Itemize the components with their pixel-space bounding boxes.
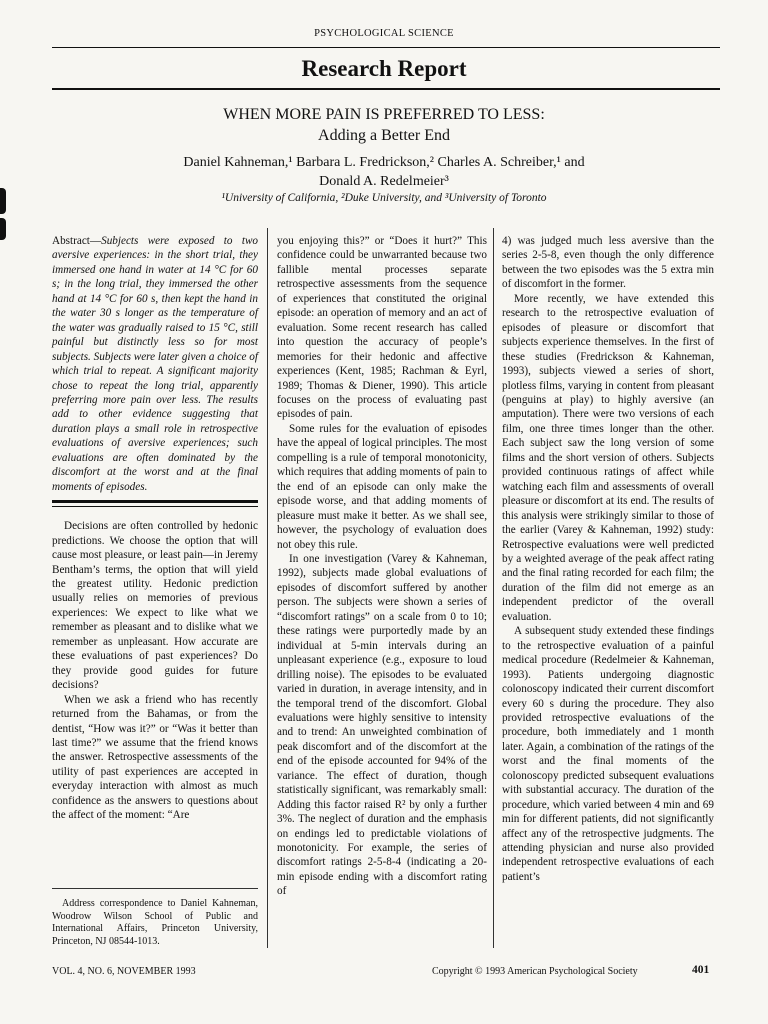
abstract-text: Subjects were exposed to two aversive experiences: in the short trial, they immersed one hand in water at 14 °C for 60 s; in the long trial, they immersed the other hand at 14 °C for 60 s, then kept the hand in the water 30 s longer as the temperature of the water was gradually raised to 15 °C, still painful but distinctly less so for most subjects. Subjects were later given a choice of which trial to repeat. A significant majority chose to repeat the long trial, apparently preferring more pain over less. The results add to other evidence suggesting that duration plays a small role in retrospective evaluations of aversive experiences; such evaluations are often dominated by the discomfort at the worst and at the final moments of episodes.: [52, 235, 258, 493]
column-3: [502, 234, 714, 884]
article-title: [0, 104, 768, 146]
affiliations: ¹University of California, ²Duke University, and ³University of Toronto: [221, 192, 547, 204]
title-line-2: Adding a Better End: [318, 127, 450, 144]
body-paragraph: Some rules for the evaluation of episodes have the appeal of logical principles. The most compelling is a rule of temporal monotonicity, which requires that adding moments of pain to the end of an episode can only make the episode worse, and that adding moments of pleasure must make it better. As we shall see, however, the psychology of evaluation does not obey this rule.: [277, 422, 487, 551]
column-divider-1: [267, 228, 268, 948]
address-rule: [52, 888, 258, 889]
journal-name: PSYCHOLOGICAL SCIENCE: [314, 28, 454, 39]
section-title: Research Report: [301, 56, 467, 81]
title-line-1: WHEN MORE PAIN IS PREFERRED TO LESS:: [223, 106, 545, 123]
body-paragraph: you enjoying this?” or “Does it hurt?” This confidence could be unwarranted because two fallible mental processes separate retrospective assessments from the sequence of experiences that constituted the original episode: an operation of memory and an act of evaluation. Some recent research has called into question the accuracy of people’s memories for their hedonic and affective experiences (Kent, 1985; Rachman & Eyrl, 1989; Thomas & Diener, 1990). This article focuses on the process of evaluating past episodes of pain.: [277, 235, 487, 421]
author-list: [0, 153, 768, 191]
abstract: [52, 234, 258, 494]
body-paragraph: 4) was judged much less aversive than the series 2-5-8, even though the only difference between the two episodes was the 5 extra min of discomfort in the former.: [502, 235, 714, 291]
column-2: [277, 234, 487, 899]
footer-copyright: Copyright © 1993 American Psychological Society: [432, 966, 638, 977]
authors-line-1: Daniel Kahneman,¹ Barbara L. Fredrickson,² Charles A. Schreiber,¹ and: [183, 155, 585, 170]
column-divider-2: [493, 228, 494, 948]
section-rule: [52, 88, 720, 90]
body-paragraph: A subsequent study extended these findings to the retrospective evaluation of a painful medical procedure (Redelmeier & Kahneman, 1993). Patients undergoing diagnostic colonoscopy indicated their current discomfort every 60 s during the procedure. They also provided retrospective evaluations of the procedure, both immediately and 1 month later. Again, a combination of the ratings of the worst and the final moments of the colonoscopy predicted subsequent evaluations with substantial accuracy. The duration of the procedure, which varied between 4 min and 69 min for different patients, did not significantly affect any of the retrospective judgments. The attending physician and nurse also provided independent retrospective evaluations of each patient’s: [502, 625, 714, 883]
body-paragraph: When we ask a friend who has recently returned from the Bahamas, or from the dentist, “How was it?” or “Was it better than last time?” we assume that the friend knows the answer. Retrospective assessments of the utility of past experiences are accepted in everyday interaction with almost as much confidence as the answers to questions about the affect of the moment: “Are: [52, 693, 258, 822]
header-rule: [52, 47, 720, 48]
correspondence-address: [52, 898, 258, 948]
body-paragraph: More recently, we have extended this research to the retrospective evaluation of episodes of pleasure or discomfort that subjects experience themselves. In the first of these studies (Fredrickson & Kahneman, 1993), subjects viewed a series of short, plotless films, varying in content from pleasant (penguins at play) to highly aversive (an amputation). There were two versions of each film, one three times longer than the other. Each subject saw the long version of some films and the short version of others. Subjects provided continuous ratings of affect while watching each film and assessments of overall pleasure or discomfort at its end. The results of this analysis were strikingly similar to those of the earlier (Varey & Kahneman, 1992) study: Retrospective evaluations were well predicted by a weighted average of the peak affect rating and the final rating recorded for each film; the duration of the film did not emerge as an independent predictor of the overall evaluation.: [502, 292, 714, 623]
column-1: [52, 234, 258, 823]
footer-volume: VOL. 4, NO. 6, NOVEMBER 1993: [52, 966, 196, 977]
abstract-rule-thin: [52, 506, 258, 507]
authors-line-2: Donald A. Redelmeier³: [319, 174, 449, 189]
abstract-label: Abstract—: [52, 235, 102, 247]
abstract-rule: [52, 500, 258, 503]
body-paragraph: In one investigation (Varey & Kahneman, 1992), subjects made global evaluations of episodes of discomfort suffered by another person. The subjects were shown a series of “discomfort ratings” on a scale from 0 to 10; these ratings were purportedly made by an individual at 5-min intervals during an unpleasant experience (e.g., exposure to loud drilling noise). The episodes to be evaluated varied in duration, in average intensity, and in the temporal trend of the discomfort. Global evaluations were highly sensitive to intensity and to trend: An unweighted combination of peak discomfort and of the discomfort at the end of the episode accounted for 94% of the variance. The effect of duration, though statistically significant, was remarkably small: Adding this factor raised R² by only a further 3%. The neglect of duration and the emphasis on endings led to predictable violations of monotonicity. For example, the series of discomfort ratings 2-5-8-4 (indicating a 20-min episode ending with a discomfort rating of: [277, 552, 487, 898]
binding-mark-bottom: [0, 218, 6, 240]
page-number: 401: [692, 964, 710, 976]
body-paragraph: Decisions are often controlled by hedonic predictions. We choose the option that will cause most pleasure, or least pain—in Jeremy Bentham’s terms, the option that will yield the greatest utility. Hedonic prediction usually relies on memories of previous experiences: We expect to like what we remember as pleasant and to dislike what we remember as unpleasant. How accurate are these evaluations of past experiences? Do they provide good guides for future decisions?: [52, 520, 258, 692]
address-text: Address correspondence to Daniel Kahneman, Woodrow Wilson School of Public and International Affairs, Princeton University, Princeton, NJ 08544-1013.: [52, 898, 258, 947]
